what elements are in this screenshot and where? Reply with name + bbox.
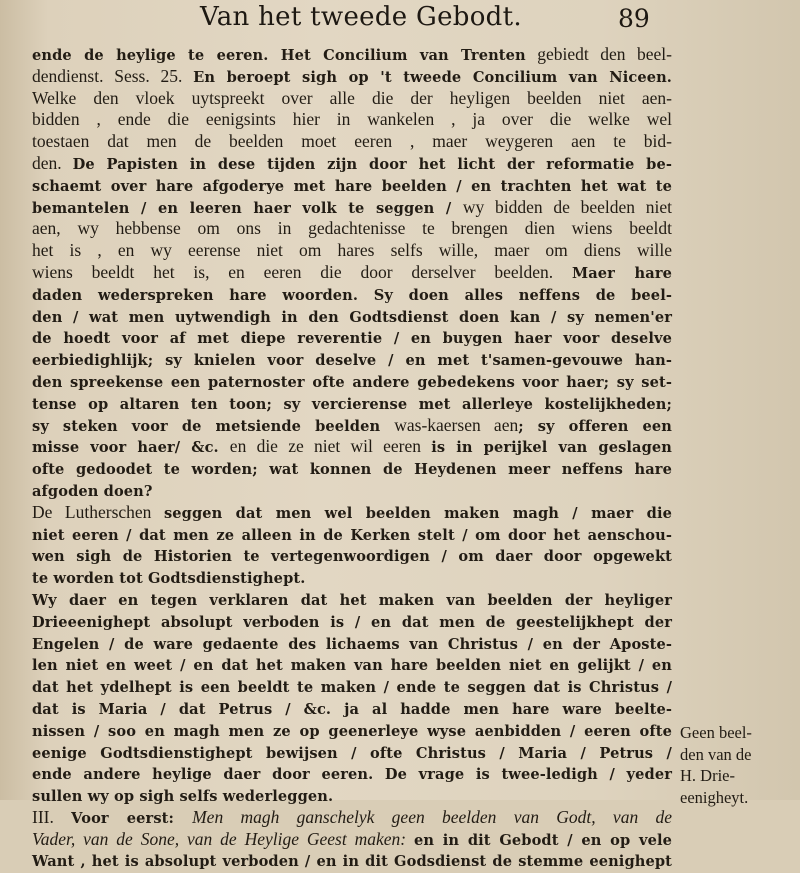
text-line: [32, 153, 672, 175]
text-line: [32, 589, 672, 611]
text-run: ende andere heylige daer door eeren. De vrage is twee-ledigh / yeder: [32, 766, 672, 784]
text-line: [32, 698, 672, 720]
text-line: [32, 676, 672, 698]
text-run: eerbiedighlijk; sy knielen voor deselve / en met t'samen-gevouwe han-: [32, 352, 672, 370]
text-run: gebiedt den beel-: [525, 44, 672, 64]
text-line: [32, 720, 672, 742]
text-line: [32, 327, 672, 349]
text-line: [32, 742, 672, 764]
text-run: ; sy offeren een: [518, 417, 673, 435]
text-line: [32, 197, 672, 219]
text-run: het is , en wy eerense niet om hares selfs wille, maer om diens wille: [32, 240, 672, 261]
text-run: dat het ydelhept is een beeldt te maken / ende te seggen dat is Christus /: [32, 679, 672, 697]
text-run: III.: [32, 806, 72, 827]
text-run: misse voor haer/ &c.: [32, 439, 230, 457]
text-run: niet eeren / dat men ze alleen in de Kerken stelt / om door het aenschou-: [32, 526, 672, 544]
text-run: was-kaersen aen: [394, 414, 519, 435]
text-line: [32, 850, 672, 872]
text-run: tense op altaren ten toon; sy vercierense met allerleye kostelijkheden;: [32, 395, 672, 413]
text-run: De Papisten in dese tijden zijn door het licht der reformatie be-: [72, 155, 672, 173]
text-run: schaemt over hare afgoderye met hare beelden / en trachten het wat te: [32, 177, 672, 195]
text-run: Vader, van de Sone, van de Heylige Geest maken:: [32, 828, 414, 849]
text-run: eenige Godtsdienstighept bewijsen / ofte Christus / Maria / Petrus /: [32, 744, 672, 762]
text-line: [32, 284, 672, 306]
text-run: Drieeenighept absolupt verboden is / en dat men de geestelijkhept der: [32, 613, 672, 631]
text-line: [32, 785, 672, 807]
text-line: [32, 545, 672, 567]
text-run: wen sigh de Historien te vertegenwoordigen / om daer door opgewekt: [32, 548, 672, 566]
text-run: En beroept sigh op 't tweede Concilium van Niceen.: [193, 68, 672, 86]
body-text: [32, 44, 672, 872]
text-run: den.: [32, 152, 73, 173]
text-run: len niet en weet / en dat het maken van hare beelden niet en gelijkt / en: [32, 657, 672, 675]
text-line: [32, 44, 672, 66]
text-line: [32, 654, 672, 676]
text-line: [32, 131, 672, 153]
text-run: aen, wy hebbense om ons in gedachtenisse te brengen dien wiens beeldt: [32, 218, 672, 239]
text-line: [32, 262, 672, 284]
text-run: De Lutherschen: [32, 501, 164, 522]
text-line: [32, 502, 672, 524]
text-line: [32, 829, 672, 851]
text-line: [32, 633, 672, 655]
text-line: [32, 240, 672, 262]
text-line: [32, 306, 672, 328]
text-line: [32, 611, 672, 633]
text-run: en die ze niet wil eeren: [229, 436, 432, 457]
text-line: [32, 218, 672, 240]
text-run: de hoedt voor af met diepe reverentie / en buygen haer voor deselve: [32, 330, 672, 348]
margin-note-line: H. Drie-: [680, 766, 735, 785]
text-run: wiens beeldt het is, en eeren die door derselver beelden.: [32, 261, 572, 282]
page-number: 89: [618, 4, 650, 33]
text-run: afgoden doen?: [32, 482, 153, 500]
text-run: seggen dat men wel beelden maken magh / maer die: [163, 504, 673, 522]
text-line: [32, 66, 672, 88]
text-line: [32, 436, 672, 458]
text-run: nissen / soo en magh men ze op geenerleye wyse aenbidden / eeren ofte: [32, 722, 672, 740]
margin-note-line: Geen beel-: [680, 723, 752, 742]
text-run: dat is Maria / dat Petrus / &c. ja al hadde men hare ware beelte-: [32, 700, 672, 718]
text-run: Men magh ganschelyk geen beelden van Godt, van de: [192, 806, 673, 827]
running-head: Van het tweede Gebodt.: [200, 2, 522, 32]
margin-note-line: den van de: [680, 744, 752, 764]
text-line: [32, 458, 672, 480]
margin-note: [680, 722, 800, 808]
text-line: [32, 567, 672, 589]
text-line: [32, 393, 672, 415]
text-run: ende de heylige te eeren. Het Concilium van Trenten: [32, 47, 526, 64]
text-run: Wy daer en tegen verklaren dat het maken van beelden der heyliger: [32, 591, 672, 609]
text-run: toestaen dat men de beelden moet eeren , maer weygeren aen te bid-: [32, 131, 672, 152]
text-run: den spreekense een paternoster ofte andere gebedekens voor haer; sy set-: [32, 373, 672, 391]
text-run: bidden , ende die eenigsints hier in wankelen , ja over die welke wel: [32, 109, 672, 130]
text-run: te worden tot Godtsdienstighept.: [32, 570, 306, 588]
text-run: Voor eerst:: [71, 809, 193, 827]
text-run: Maer hare: [571, 264, 672, 282]
text-line: [32, 109, 672, 131]
text-run: Welke den vloek uytspreekt over alle die der heyligen beelden niet aen-: [32, 87, 672, 108]
text-line: [32, 415, 672, 437]
text-run: Engelen / de ware gedaente des lichaems van Christus / en der Aposte-: [32, 635, 672, 653]
text-line: [32, 524, 672, 546]
text-line: [32, 807, 672, 829]
text-line: [32, 175, 672, 197]
text-line: [32, 371, 672, 393]
text-run: is in perijkel van geslagen: [431, 439, 672, 457]
text-line: [32, 480, 672, 502]
text-line: [32, 763, 672, 785]
text-run: Want , het is absolupt verboden / en in dit Godsdienst de stemme eenighept: [32, 853, 672, 871]
text-line: [32, 349, 672, 371]
text-run: den / wat men uytwendigh in den Godtsdienst doen kan / sy nemen'er: [32, 308, 672, 326]
text-run: wy bidden de beelden niet: [462, 196, 672, 217]
text-run: sullen wy op sigh selfs wederleggen.: [32, 788, 334, 806]
text-run: daden wederspreken hare woorden. Sy doen alles neffens de beel-: [32, 286, 672, 304]
text-run: sy steken voor de metsiende beelden: [32, 417, 395, 435]
text-run: dendienst. Sess. 25.: [32, 65, 194, 86]
text-run: en in dit Gebodt / en op vele: [414, 831, 672, 849]
margin-note-line: eenigheyt.: [680, 787, 749, 807]
text-run: ofte gedoodet te worden; wat konnen de Heydenen meer neffens hare: [32, 461, 672, 479]
text-run: bemantelen / en leeren haer volk te seggen /: [32, 199, 463, 217]
text-line: [32, 88, 672, 110]
